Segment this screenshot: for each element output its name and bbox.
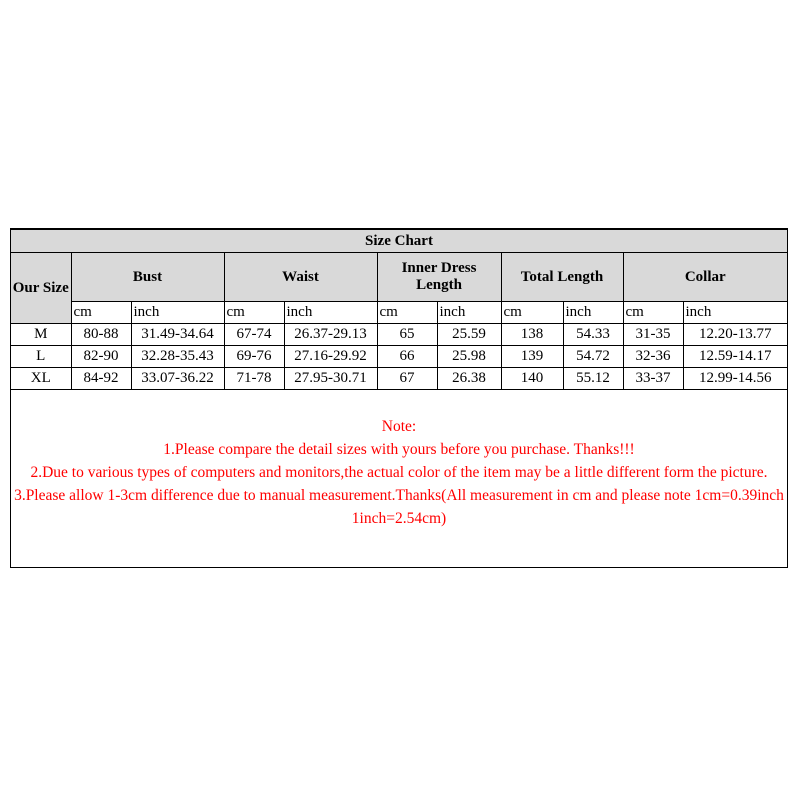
value-cell: 33.07-36.22 <box>131 368 224 390</box>
value-cell: 82-90 <box>71 346 131 368</box>
unit-cm: cm <box>501 302 563 324</box>
table-row <box>11 346 787 368</box>
value-cell: 12.59-14.17 <box>683 346 787 368</box>
value-cell: 138 <box>501 324 563 346</box>
value-cell: 65 <box>377 324 437 346</box>
value-cell: 84-92 <box>71 368 131 390</box>
value-cell: 140 <box>501 368 563 390</box>
size-cell: XL <box>11 368 71 390</box>
value-cell: 32.28-35.43 <box>131 346 224 368</box>
value-cell: 54.33 <box>563 324 623 346</box>
value-cell: 54.72 <box>563 346 623 368</box>
value-cell: 139 <box>501 346 563 368</box>
value-cell: 55.12 <box>563 368 623 390</box>
value-cell: 26.38 <box>437 368 501 390</box>
unit-cm: cm <box>377 302 437 324</box>
unit-cm: cm <box>623 302 683 324</box>
total-length-header: Total Length <box>501 253 623 302</box>
value-cell: 80-88 <box>71 324 131 346</box>
unit-inch: inch <box>437 302 501 324</box>
value-cell: 12.20-13.77 <box>683 324 787 346</box>
size-table <box>11 229 787 390</box>
waist-header: Waist <box>224 253 377 302</box>
value-cell: 71-78 <box>224 368 284 390</box>
unit-inch: inch <box>563 302 623 324</box>
value-cell: 69-76 <box>224 346 284 368</box>
table-row <box>11 368 787 390</box>
unit-inch: inch <box>131 302 224 324</box>
value-cell: 26.37-29.13 <box>284 324 377 346</box>
table-title: Size Chart <box>11 230 787 253</box>
value-cell: 66 <box>377 346 437 368</box>
unit-cm: cm <box>224 302 284 324</box>
notes-title: Note: <box>381 418 417 435</box>
unit-cm: cm <box>71 302 131 324</box>
value-cell: 25.59 <box>437 324 501 346</box>
value-cell: 27.95-30.71 <box>284 368 377 390</box>
collar-header: Collar <box>623 253 787 302</box>
table-row <box>11 324 787 346</box>
value-cell: 31-35 <box>623 324 683 346</box>
value-cell: 32-36 <box>623 346 683 368</box>
note-line: 1.Please compare the detail sizes with yours before you purchase. Thanks!!! <box>163 441 635 458</box>
note-line: 2.Due to various types of computers and monitors,the actual color of the item may be a little different form the picture. <box>30 464 768 481</box>
inner-dress-length-header: Inner Dress Length <box>377 253 501 302</box>
value-cell: 12.99-14.56 <box>683 368 787 390</box>
value-cell: 27.16-29.92 <box>284 346 377 368</box>
unit-inch: inch <box>284 302 377 324</box>
value-cell: 33-37 <box>623 368 683 390</box>
notes-section <box>11 415 787 530</box>
value-cell: 67-74 <box>224 324 284 346</box>
note-line: 3.Please allow 1-3cm difference due to manual measurement.Thanks(All measurement in cm and please note 1cm=0.39inch 1inch=2.54cm) <box>14 487 784 527</box>
value-cell: 67 <box>377 368 437 390</box>
value-cell: 31.49-34.64 <box>131 324 224 346</box>
size-cell: M <box>11 324 71 346</box>
value-cell: 25.98 <box>437 346 501 368</box>
size-chart <box>10 228 788 568</box>
unit-inch: inch <box>683 302 787 324</box>
size-cell: L <box>11 346 71 368</box>
bust-header: Bust <box>71 253 224 302</box>
our-size-header: Our Size <box>11 253 71 324</box>
